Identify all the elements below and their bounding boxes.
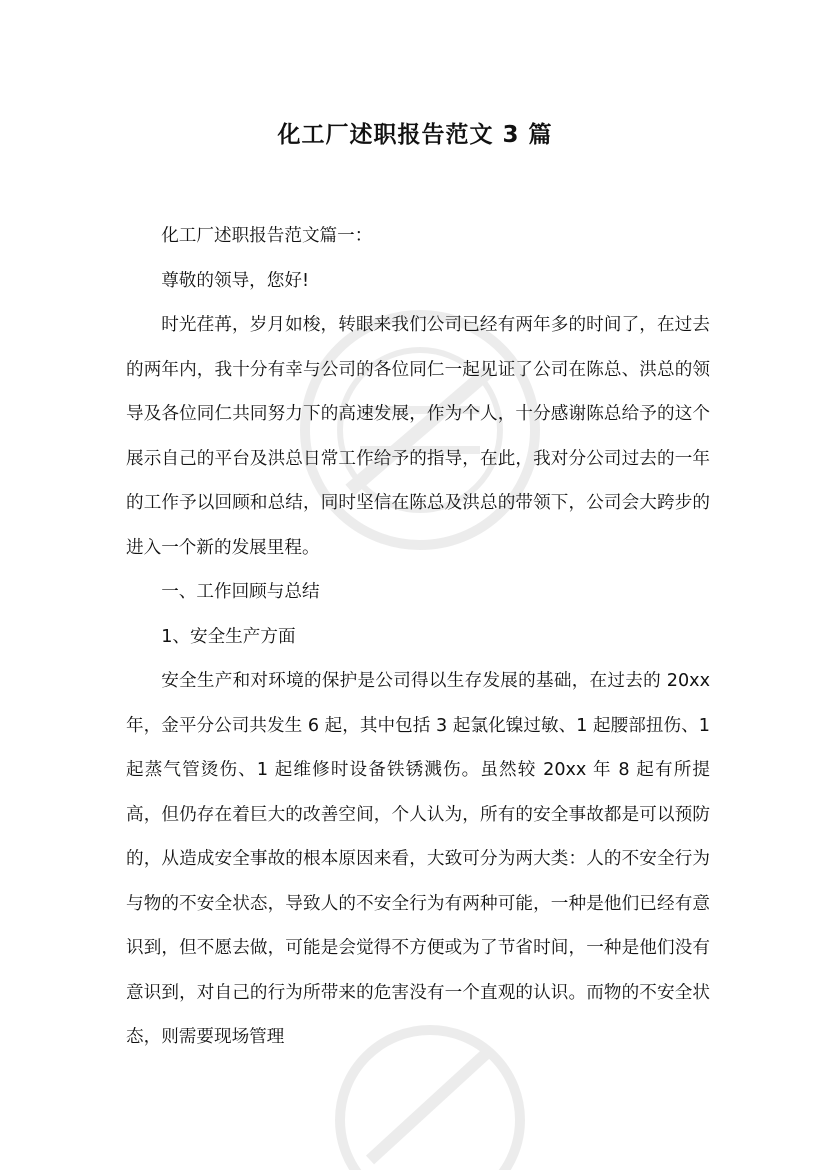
body-paragraph: 时光荏苒，岁月如梭，转眼来我们公司已经有两年多的时间了，在过去的两年内，我十分有幸与公司的各位同仁一起见证了公司在陈总、洪总的领导及各位同仁共同努力下的高速发展，作为个人，十分感谢陈总给予的这个展示自己的平台及洪总日常工作给予的指导，在此，我对分公司过去的一年的工作予以回顾和总结，同时坚信在陈总及洪总的带领下，公司会大跨步的进入一个新的发展里程。 [126,315,710,558]
section-heading: 一、工作回顾与总结 [161,582,320,602]
salutation: 尊敬的领导，您好! [161,270,309,291]
document-body [126,214,710,1060]
subsection-heading: 1、安全生产方面 [161,626,296,647]
body-paragraph: 安全生产和对环境的保护是公司得以生存发展的基础，在过去的 20xx 年，金平分公司共发生 6 起，其中包括 3 起氯化镍过敏、1 起腰部扭伤、1 起蒸气管烫伤、1 起维修时设备铁锈溅伤。虽然较 20xx 年 8 起有所提高，但仍存在着巨大的改善空间，个人认为，所有的安全事故都是可以预防的，从造成安全事故的根本原因来看，大致可分为两大类：人的不安全行为与物的不安全状态，导致人的不安全行为有两种可能，一种是他们已经有意识到，但不愿去做，可能是会觉得不方便或为了节省时间，一种是他们没有意识到，对自己的行为所带来的危害没有一个直观的认识。而物的不安全状态，则需要现场管理 [126,671,710,1047]
document-title: 化工厂述职报告范文 3 篇 [277,122,553,148]
section-heading: 化工厂述职报告范文篇一： [161,226,373,246]
